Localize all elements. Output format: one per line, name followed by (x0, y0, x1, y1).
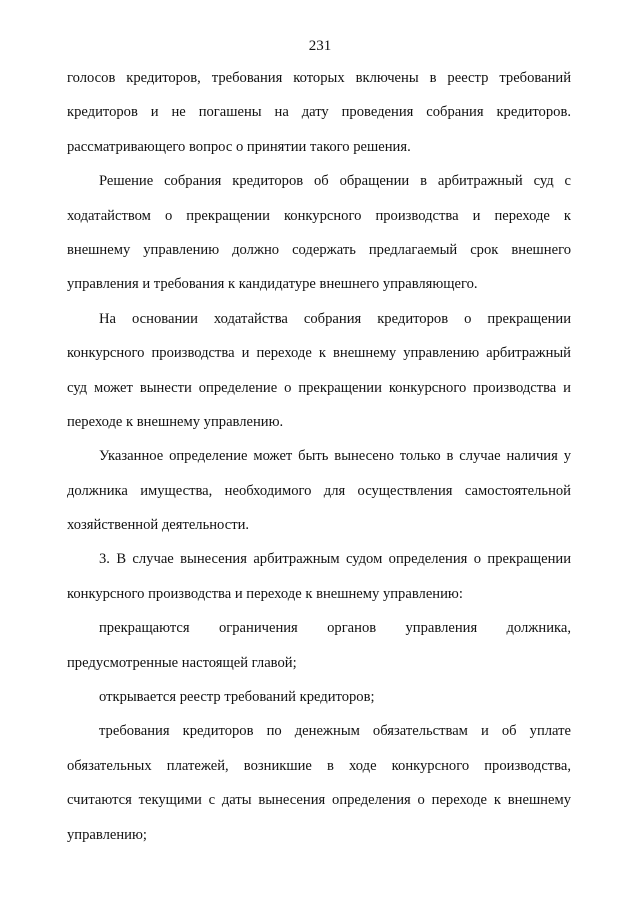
paragraph (67, 442, 571, 545)
text-line: конкурсного производства и переходе к внешнему управлению арбитражный (67, 345, 571, 362)
text-line: считаются текущими с даты вынесения определения о переходе к внешнему (67, 792, 571, 809)
text-line: управлению; (67, 826, 147, 843)
text-line: рассматривающего вопрос о принятии такого решения. (67, 138, 411, 155)
paragraph (67, 305, 571, 443)
page-number: 231 (308, 38, 332, 54)
text-line: кредиторов и не погашены на дату проведения собрания кредиторов. (67, 104, 571, 121)
paragraph (67, 64, 571, 167)
text-line: должника имущества, необходимого для осуществления самостоятельной (67, 482, 571, 499)
text-line: Решение собрания кредиторов об обращении в арбитражный суд с (99, 173, 571, 190)
text-line: открывается реестр требований кредиторов; (99, 689, 375, 706)
text-line: На основании ходатайства собрания кредиторов о прекращении (99, 310, 571, 327)
text-line: переходе к внешнему управлению. (67, 413, 284, 430)
text-line: суд может вынести определение о прекращении конкурсного производства и (67, 379, 571, 396)
text-line: прекращаются ограничения органов управления должника, (99, 620, 571, 637)
paragraph (67, 717, 571, 855)
text-line: конкурсного производства и переходе к внешнему управлению: (67, 585, 463, 602)
paragraph (67, 167, 571, 305)
text-line: внешнему управлению должно содержать предлагаемый срок внешнего (67, 241, 571, 258)
paragraph (67, 614, 571, 683)
document-body (67, 64, 571, 855)
paragraph (67, 545, 571, 614)
text-line: 3. В случае вынесения арбитражным судом определения о прекращении (99, 551, 571, 568)
text-line: Указанное определение может быть вынесено только в случае наличия у (99, 448, 571, 465)
text-line: требования кредиторов по денежным обязательствам и об уплате (99, 723, 571, 740)
text-line: хозяйственной деятельности. (67, 517, 250, 534)
text-line: предусмотренные настоящей главой; (67, 654, 297, 671)
text-line: ходатайством о прекращении конкурсного производства и переходе к (67, 207, 571, 224)
text-line: управления и требования к кандидатуре внешнего управляющего. (67, 276, 478, 293)
paragraph (67, 683, 571, 717)
text-line: обязательных платежей, возникшие в ходе конкурсного производства, (67, 757, 571, 774)
text-line: голосов кредиторов, требования которых включены в реестр требований (67, 70, 571, 86)
